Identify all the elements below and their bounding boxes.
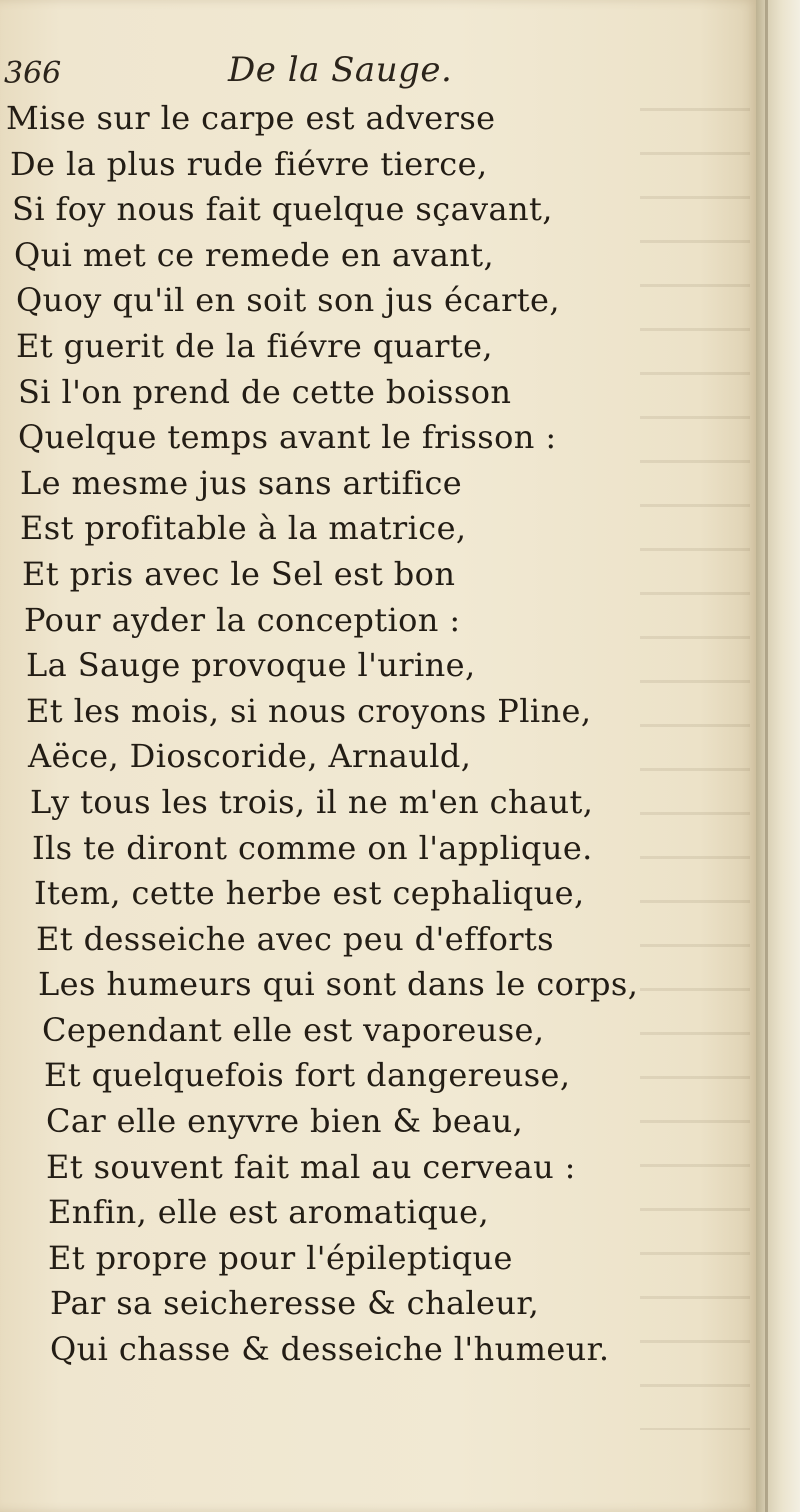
verse-line: Aëce, Dioscoride, Arnauld,: [28, 737, 472, 776]
verse-line: Si l'on prend de cette boisson: [18, 372, 512, 411]
verse-line: La Sauge provoque l'urine,: [26, 646, 476, 685]
verse-line: Et quelquefois fort dangereuse,: [44, 1056, 571, 1095]
verse-line: Quoy qu'il en soit son jus écarte,: [16, 281, 560, 320]
verse-line: Mise sur le carpe est adverse: [6, 99, 496, 137]
verse-line: Si foy nous fait quelque sçavant,: [12, 190, 553, 229]
verse-line: Par sa seicheresse & chaleur,: [50, 1284, 540, 1323]
verse-line: Pour ayder la conception :: [24, 600, 461, 639]
verse-line: Et souvent fait mal au cerveau :: [46, 1147, 576, 1186]
running-head: De la Sauge.: [228, 50, 453, 90]
verse-line: Quelque temps avant le frisson :: [18, 418, 557, 457]
verse-line: Le mesme jus sans artifice: [20, 463, 463, 502]
verse-line: Et les mois, si nous croyons Pline,: [26, 691, 592, 730]
page-number: 366: [4, 56, 62, 91]
verse-line: Et pris avec le Sel est bon: [22, 554, 456, 593]
verse-line: Et guerit de la fiévre quarte,: [16, 326, 493, 365]
verse-line: Est profitable à la matrice,: [20, 509, 467, 548]
verse-line: Ils te diront comme on l'applique.: [32, 828, 593, 867]
verse-line: Qui chasse & desseiche l'humeur.: [50, 1330, 610, 1369]
verse-line: Et desseiche avec peu d'efforts: [36, 919, 555, 958]
verse-line: Les humeurs qui sont dans le corps,: [38, 965, 639, 1004]
verse-line: Et propre pour l'épileptique: [48, 1238, 513, 1277]
verse-line: De la plus rude fiévre tierce,: [10, 144, 488, 183]
verse-line: Enfin, elle est aromatique,: [48, 1193, 490, 1232]
verse-line: Item, cette herbe est cephalique,: [34, 874, 585, 913]
poem-text: [0, 96, 740, 1373]
verse-line: Ly tous les trois, il ne m'en chaut,: [30, 782, 594, 821]
verse-line: Cependant elle est vaporeuse,: [42, 1010, 545, 1049]
verse-line: Car elle enyvre bien & beau,: [46, 1102, 524, 1141]
verse-line: Qui met ce remede en avant,: [14, 235, 495, 274]
